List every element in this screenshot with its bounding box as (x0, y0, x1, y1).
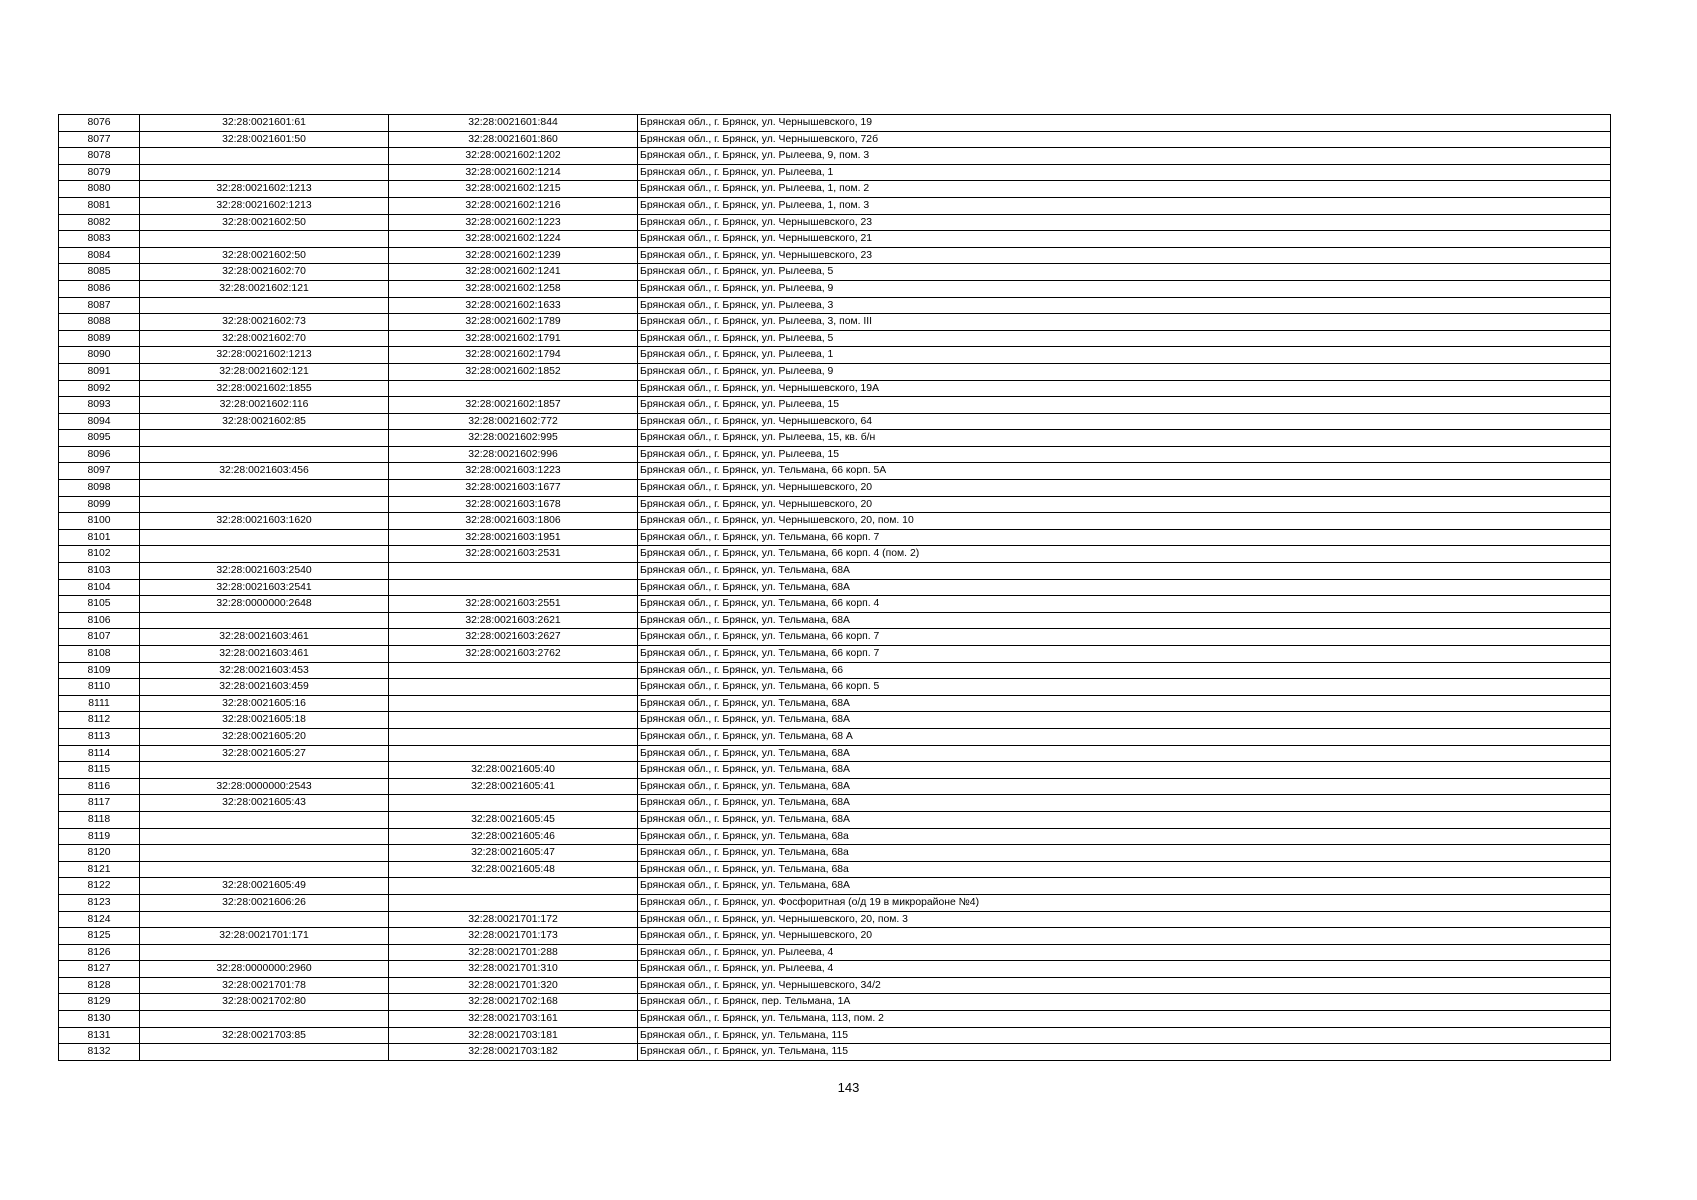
land-cadastral-number-cell: 32:28:0021602:85 (140, 413, 389, 430)
table-row (59, 247, 1611, 264)
object-cadastral-number-cell: 32:28:0021703:161 (389, 1011, 638, 1028)
land-cadastral-number-cell: 32:28:0021605:18 (140, 712, 389, 729)
address-cell: Брянская обл., г. Брянск, ул. Тельмана, 115 (638, 1044, 1611, 1061)
land-cadastral-number-cell: 32:28:0021602:1213 (140, 197, 389, 214)
row-number-cell: 8101 (59, 529, 140, 546)
object-cadastral-number-cell: 32:28:0021602:1258 (389, 280, 638, 297)
object-cadastral-number-cell: 32:28:0021603:1678 (389, 496, 638, 513)
object-cadastral-number-cell (389, 712, 638, 729)
land-cadastral-number-cell (140, 546, 389, 563)
land-cadastral-number-cell: 32:28:0021605:27 (140, 745, 389, 762)
table-row (59, 197, 1611, 214)
table-row (59, 861, 1611, 878)
row-number-cell: 8107 (59, 629, 140, 646)
row-number-cell: 8089 (59, 330, 140, 347)
row-number-cell: 8109 (59, 662, 140, 679)
object-cadastral-number-cell: 32:28:0021602:1857 (389, 397, 638, 414)
row-number-cell: 8126 (59, 944, 140, 961)
object-cadastral-number-cell: 32:28:0021602:996 (389, 446, 638, 463)
land-cadastral-number-cell: 32:28:0021603:461 (140, 646, 389, 663)
address-cell: Брянская обл., г. Брянск, ул. Тельмана, 68А (638, 762, 1611, 779)
address-cell: Брянская обл., г. Брянск, ул. Тельмана, 66 корп. 4 (пом. 2) (638, 546, 1611, 563)
object-cadastral-number-cell: 32:28:0021602:1852 (389, 363, 638, 380)
object-cadastral-number-cell: 32:28:0021701:173 (389, 928, 638, 945)
land-cadastral-number-cell: 32:28:0021603:2541 (140, 579, 389, 596)
address-cell: Брянская обл., г. Брянск, ул. Рылеева, 4 (638, 961, 1611, 978)
row-number-cell: 8087 (59, 297, 140, 314)
land-cadastral-number-cell (140, 1011, 389, 1028)
land-cadastral-number-cell: 32:28:0021602:116 (140, 397, 389, 414)
address-cell: Брянская обл., г. Брянск, ул. Чернышевского, 64 (638, 413, 1611, 430)
row-number-cell: 8112 (59, 712, 140, 729)
land-cadastral-number-cell (140, 845, 389, 862)
table-row (59, 264, 1611, 281)
row-number-cell: 8105 (59, 596, 140, 613)
address-cell: Брянская обл., г. Брянск, ул. Рылеева, 9, пом. 3 (638, 148, 1611, 165)
address-cell: Брянская обл., г. Брянск, ул. Рылеева, 9 (638, 280, 1611, 297)
row-number-cell: 8122 (59, 878, 140, 895)
address-cell: Брянская обл., г. Брянск, ул. Чернышевского, 72б (638, 131, 1611, 148)
address-cell: Брянская обл., г. Брянск, ул. Рылеева, 5 (638, 330, 1611, 347)
land-cadastral-number-cell: 32:28:0021602:1213 (140, 181, 389, 198)
table-row (59, 131, 1611, 148)
table-row (59, 745, 1611, 762)
row-number-cell: 8090 (59, 347, 140, 364)
address-cell: Брянская обл., г. Брянск, ул. Тельмана, 68 А (638, 728, 1611, 745)
object-cadastral-number-cell: 32:28:0021602:772 (389, 413, 638, 430)
object-cadastral-number-cell: 32:28:0021601:860 (389, 131, 638, 148)
row-number-cell: 8102 (59, 546, 140, 563)
row-number-cell: 8077 (59, 131, 140, 148)
land-cadastral-number-cell: 32:28:0021602:1855 (140, 380, 389, 397)
address-cell: Брянская обл., г. Брянск, ул. Рылеева, 1 (638, 164, 1611, 181)
land-cadastral-number-cell: 32:28:0021606:26 (140, 894, 389, 911)
address-cell: Брянская обл., г. Брянск, ул. Чернышевского, 20 (638, 928, 1611, 945)
land-cadastral-number-cell: 32:28:0000000:2543 (140, 778, 389, 795)
address-cell: Брянская обл., г. Брянск, ул. Чернышевского, 20 (638, 480, 1611, 497)
table-row (59, 811, 1611, 828)
object-cadastral-number-cell: 32:28:0021602:1223 (389, 214, 638, 231)
object-cadastral-number-cell: 32:28:0021603:2531 (389, 546, 638, 563)
land-cadastral-number-cell: 32:28:0000000:2648 (140, 596, 389, 613)
land-cadastral-number-cell (140, 430, 389, 447)
land-cadastral-number-cell (140, 480, 389, 497)
table-row (59, 894, 1611, 911)
address-cell: Брянская обл., г. Брянск, пер. Тельмана, 1А (638, 994, 1611, 1011)
table-row (59, 297, 1611, 314)
row-number-cell: 8097 (59, 463, 140, 480)
object-cadastral-number-cell: 32:28:0021603:1223 (389, 463, 638, 480)
row-number-cell: 8085 (59, 264, 140, 281)
registry-table-body (59, 115, 1611, 1061)
land-cadastral-number-cell: 32:28:0021602:70 (140, 330, 389, 347)
object-cadastral-number-cell: 32:28:0021602:1791 (389, 330, 638, 347)
land-cadastral-number-cell: 32:28:0021602:121 (140, 363, 389, 380)
land-cadastral-number-cell: 32:28:0021602:50 (140, 214, 389, 231)
row-number-cell: 8118 (59, 811, 140, 828)
land-cadastral-number-cell (140, 148, 389, 165)
object-cadastral-number-cell: 32:28:0021701:310 (389, 961, 638, 978)
row-number-cell: 8116 (59, 778, 140, 795)
object-cadastral-number-cell: 32:28:0021602:1216 (389, 197, 638, 214)
table-row (59, 314, 1611, 331)
object-cadastral-number-cell: 32:28:0021602:995 (389, 430, 638, 447)
table-row (59, 728, 1611, 745)
table-row (59, 496, 1611, 513)
land-cadastral-number-cell: 32:28:0021605:16 (140, 695, 389, 712)
row-number-cell: 8130 (59, 1011, 140, 1028)
row-number-cell: 8080 (59, 181, 140, 198)
land-cadastral-number-cell: 32:28:0021602:73 (140, 314, 389, 331)
row-number-cell: 8128 (59, 977, 140, 994)
table-row (59, 463, 1611, 480)
table-row (59, 397, 1611, 414)
object-cadastral-number-cell: 32:28:0021603:2762 (389, 646, 638, 663)
address-cell: Брянская обл., г. Брянск, ул. Рылеева, 1 (638, 347, 1611, 364)
table-row (59, 662, 1611, 679)
row-number-cell: 8114 (59, 745, 140, 762)
object-cadastral-number-cell (389, 795, 638, 812)
address-cell: Брянская обл., г. Брянск, ул. Тельмана, 115 (638, 1027, 1611, 1044)
address-cell: Брянская обл., г. Брянск, ул. Чернышевского, 34/2 (638, 977, 1611, 994)
table-row (59, 513, 1611, 530)
row-number-cell: 8117 (59, 795, 140, 812)
object-cadastral-number-cell: 32:28:0021605:45 (389, 811, 638, 828)
object-cadastral-number-cell: 32:28:0021605:47 (389, 845, 638, 862)
table-row (59, 712, 1611, 729)
object-cadastral-number-cell: 32:28:0021602:1239 (389, 247, 638, 264)
object-cadastral-number-cell: 32:28:0021603:1677 (389, 480, 638, 497)
land-cadastral-number-cell: 32:28:0021602:121 (140, 280, 389, 297)
object-cadastral-number-cell (389, 679, 638, 696)
land-cadastral-number-cell (140, 612, 389, 629)
table-row (59, 695, 1611, 712)
row-number-cell: 8120 (59, 845, 140, 862)
table-row (59, 612, 1611, 629)
address-cell: Брянская обл., г. Брянск, ул. Тельмана, 66 корп. 7 (638, 529, 1611, 546)
object-cadastral-number-cell (389, 894, 638, 911)
table-row (59, 579, 1611, 596)
row-number-cell: 8094 (59, 413, 140, 430)
row-number-cell: 8086 (59, 280, 140, 297)
table-row (59, 380, 1611, 397)
object-cadastral-number-cell (389, 728, 638, 745)
table-row (59, 646, 1611, 663)
table-row (59, 845, 1611, 862)
object-cadastral-number-cell: 32:28:0021602:1215 (389, 181, 638, 198)
table-row (59, 413, 1611, 430)
row-number-cell: 8092 (59, 380, 140, 397)
row-number-cell: 8110 (59, 679, 140, 696)
row-number-cell: 8084 (59, 247, 140, 264)
address-cell: Брянская обл., г. Брянск, ул. Тельмана, 68А (638, 878, 1611, 895)
row-number-cell: 8081 (59, 197, 140, 214)
address-cell: Брянская обл., г. Брянск, ул. Тельмана, 68А (638, 811, 1611, 828)
address-cell: Брянская обл., г. Брянск, ул. Тельмана, 66 (638, 662, 1611, 679)
table-row (59, 430, 1611, 447)
table-row (59, 446, 1611, 463)
row-number-cell: 8127 (59, 961, 140, 978)
row-number-cell: 8103 (59, 563, 140, 580)
address-cell: Брянская обл., г. Брянск, ул. Тельмана, 66 корп. 7 (638, 646, 1611, 663)
table-row (59, 164, 1611, 181)
address-cell: Брянская обл., г. Брянск, ул. Чернышевского, 19 (638, 115, 1611, 132)
land-cadastral-number-cell (140, 231, 389, 248)
object-cadastral-number-cell: 32:28:0021605:46 (389, 828, 638, 845)
address-cell: Брянская обл., г. Брянск, ул. Тельмана, 68А (638, 695, 1611, 712)
land-cadastral-number-cell: 32:28:0021701:171 (140, 928, 389, 945)
address-cell: Брянская обл., г. Брянск, ул. Чернышевского, 21 (638, 231, 1611, 248)
land-cadastral-number-cell (140, 164, 389, 181)
object-cadastral-number-cell: 32:28:0021605:48 (389, 861, 638, 878)
address-cell: Брянская обл., г. Брянск, ул. Чернышевского, 20, пом. 10 (638, 513, 1611, 530)
land-cadastral-number-cell: 32:28:0021601:50 (140, 131, 389, 148)
address-cell: Брянская обл., г. Брянск, ул. Тельмана, 68А (638, 795, 1611, 812)
table-row (59, 231, 1611, 248)
row-number-cell: 8076 (59, 115, 140, 132)
row-number-cell: 8078 (59, 148, 140, 165)
table-row (59, 1027, 1611, 1044)
table-row (59, 944, 1611, 961)
row-number-cell: 8113 (59, 728, 140, 745)
table-row (59, 115, 1611, 132)
table-row (59, 181, 1611, 198)
land-cadastral-number-cell (140, 496, 389, 513)
land-cadastral-number-cell: 32:28:0021605:43 (140, 795, 389, 812)
land-cadastral-number-cell: 32:28:0021603:459 (140, 679, 389, 696)
row-number-cell: 8115 (59, 762, 140, 779)
row-number-cell: 8119 (59, 828, 140, 845)
land-cadastral-number-cell: 32:28:0021605:20 (140, 728, 389, 745)
land-cadastral-number-cell (140, 911, 389, 928)
address-cell: Брянская обл., г. Брянск, ул. Чернышевского, 20, пом. 3 (638, 911, 1611, 928)
land-cadastral-number-cell (140, 944, 389, 961)
table-row (59, 330, 1611, 347)
land-cadastral-number-cell: 32:28:0021703:85 (140, 1027, 389, 1044)
object-cadastral-number-cell (389, 695, 638, 712)
row-number-cell: 8099 (59, 496, 140, 513)
address-cell: Брянская обл., г. Брянск, ул. Тельмана, 113, пом. 2 (638, 1011, 1611, 1028)
table-row (59, 679, 1611, 696)
object-cadastral-number-cell: 32:28:0021703:182 (389, 1044, 638, 1061)
table-row (59, 363, 1611, 380)
row-number-cell: 8095 (59, 430, 140, 447)
table-row (59, 1011, 1611, 1028)
table-row (59, 928, 1611, 945)
object-cadastral-number-cell: 32:28:0021703:181 (389, 1027, 638, 1044)
address-cell: Брянская обл., г. Брянск, ул. Рылеева, 3 (638, 297, 1611, 314)
table-row (59, 762, 1611, 779)
row-number-cell: 8132 (59, 1044, 140, 1061)
address-cell: Брянская обл., г. Брянск, ул. Тельмана, 66 корп. 5 (638, 679, 1611, 696)
address-cell: Брянская обл., г. Брянск, ул. Рылеева, 4 (638, 944, 1611, 961)
address-cell: Брянская обл., г. Брянск, ул. Рылеева, 1, пом. 2 (638, 181, 1611, 198)
object-cadastral-number-cell: 32:28:0021603:1806 (389, 513, 638, 530)
land-cadastral-number-cell (140, 811, 389, 828)
land-cadastral-number-cell: 32:28:0021702:80 (140, 994, 389, 1011)
land-cadastral-number-cell: 32:28:0021603:453 (140, 662, 389, 679)
object-cadastral-number-cell (389, 878, 638, 895)
row-number-cell: 8104 (59, 579, 140, 596)
table-row (59, 629, 1611, 646)
land-cadastral-number-cell (140, 762, 389, 779)
address-cell: Брянская обл., г. Брянск, ул. Тельмана, 68А (638, 745, 1611, 762)
object-cadastral-number-cell: 32:28:0021602:1224 (389, 231, 638, 248)
table-row (59, 347, 1611, 364)
address-cell: Брянская обл., г. Брянск, ул. Рылеева, 5 (638, 264, 1611, 281)
land-cadastral-number-cell: 32:28:0021601:61 (140, 115, 389, 132)
address-cell: Брянская обл., г. Брянск, ул. Тельмана, 68А (638, 612, 1611, 629)
row-number-cell: 8079 (59, 164, 140, 181)
object-cadastral-number-cell: 32:28:0021701:320 (389, 977, 638, 994)
object-cadastral-number-cell: 32:28:0021702:168 (389, 994, 638, 1011)
object-cadastral-number-cell: 32:28:0021602:1241 (389, 264, 638, 281)
object-cadastral-number-cell: 32:28:0021701:172 (389, 911, 638, 928)
row-number-cell: 8093 (59, 397, 140, 414)
object-cadastral-number-cell (389, 745, 638, 762)
row-number-cell: 8108 (59, 646, 140, 663)
object-cadastral-number-cell: 32:28:0021601:844 (389, 115, 638, 132)
land-cadastral-number-cell: 32:28:0000000:2960 (140, 961, 389, 978)
row-number-cell: 8096 (59, 446, 140, 463)
row-number-cell: 8125 (59, 928, 140, 945)
land-cadastral-number-cell (140, 446, 389, 463)
land-cadastral-number-cell (140, 529, 389, 546)
row-number-cell: 8131 (59, 1027, 140, 1044)
object-cadastral-number-cell (389, 380, 638, 397)
table-row (59, 795, 1611, 812)
object-cadastral-number-cell: 32:28:0021701:288 (389, 944, 638, 961)
table-row (59, 280, 1611, 297)
table-row (59, 148, 1611, 165)
land-cadastral-number-cell (140, 861, 389, 878)
table-row (59, 214, 1611, 231)
address-cell: Брянская обл., г. Брянск, ул. Чернышевского, 23 (638, 214, 1611, 231)
land-cadastral-number-cell (140, 828, 389, 845)
land-cadastral-number-cell: 32:28:0021701:78 (140, 977, 389, 994)
row-number-cell: 8088 (59, 314, 140, 331)
row-number-cell: 8121 (59, 861, 140, 878)
land-cadastral-number-cell (140, 1044, 389, 1061)
row-number-cell: 8091 (59, 363, 140, 380)
object-cadastral-number-cell: 32:28:0021602:1214 (389, 164, 638, 181)
land-cadastral-number-cell: 32:28:0021603:2540 (140, 563, 389, 580)
address-cell: Брянская обл., г. Брянск, ул. Рылеева, 3, пом. III (638, 314, 1611, 331)
table-row (59, 828, 1611, 845)
table-row (59, 480, 1611, 497)
object-cadastral-number-cell (389, 662, 638, 679)
address-cell: Брянская обл., г. Брянск, ул. Чернышевского, 19А (638, 380, 1611, 397)
land-cadastral-number-cell: 32:28:0021602:50 (140, 247, 389, 264)
row-number-cell: 8123 (59, 894, 140, 911)
table-row (59, 961, 1611, 978)
land-cadastral-number-cell: 32:28:0021605:49 (140, 878, 389, 895)
land-cadastral-number-cell: 32:28:0021602:1213 (140, 347, 389, 364)
table-row (59, 546, 1611, 563)
address-cell: Брянская обл., г. Брянск, ул. Рылеева, 9 (638, 363, 1611, 380)
object-cadastral-number-cell (389, 579, 638, 596)
address-cell: Брянская обл., г. Брянск, ул. Рылеева, 1, пом. 3 (638, 197, 1611, 214)
address-cell: Брянская обл., г. Брянск, ул. Рылеева, 15 (638, 397, 1611, 414)
object-cadastral-number-cell: 32:28:0021605:40 (389, 762, 638, 779)
address-cell: Брянская обл., г. Брянск, ул. Фосфоритная (о/д 19 в микрорайоне №4) (638, 894, 1611, 911)
row-number-cell: 8111 (59, 695, 140, 712)
address-cell: Брянская обл., г. Брянск, ул. Тельмана, 68а (638, 861, 1611, 878)
object-cadastral-number-cell: 32:28:0021605:41 (389, 778, 638, 795)
address-cell: Брянская обл., г. Брянск, ул. Тельмана, 68А (638, 712, 1611, 729)
land-cadastral-number-cell: 32:28:0021603:461 (140, 629, 389, 646)
address-cell: Брянская обл., г. Брянск, ул. Чернышевского, 20 (638, 496, 1611, 513)
table-row (59, 563, 1611, 580)
row-number-cell: 8083 (59, 231, 140, 248)
table-row (59, 911, 1611, 928)
table-row (59, 778, 1611, 795)
address-cell: Брянская обл., г. Брянск, ул. Тельмана, 68а (638, 845, 1611, 862)
object-cadastral-number-cell: 32:28:0021603:2551 (389, 596, 638, 613)
row-number-cell: 8124 (59, 911, 140, 928)
table-row (59, 977, 1611, 994)
land-cadastral-number-cell: 32:28:0021603:1620 (140, 513, 389, 530)
address-cell: Брянская обл., г. Брянск, ул. Тельмана, 68А (638, 563, 1611, 580)
table-row (59, 878, 1611, 895)
row-number-cell: 8082 (59, 214, 140, 231)
land-cadastral-number-cell (140, 297, 389, 314)
object-cadastral-number-cell: 32:28:0021602:1633 (389, 297, 638, 314)
object-cadastral-number-cell (389, 563, 638, 580)
land-cadastral-number-cell: 32:28:0021603:456 (140, 463, 389, 480)
object-cadastral-number-cell: 32:28:0021603:1951 (389, 529, 638, 546)
address-cell: Брянская обл., г. Брянск, ул. Рылеева, 15 (638, 446, 1611, 463)
page-number: 143 (837, 1080, 860, 1095)
address-cell: Брянская обл., г. Брянск, ул. Тельмана, 66 корп. 4 (638, 596, 1611, 613)
row-number-cell: 8106 (59, 612, 140, 629)
land-cadastral-number-cell: 32:28:0021602:70 (140, 264, 389, 281)
row-number-cell: 8129 (59, 994, 140, 1011)
address-cell: Брянская обл., г. Брянск, ул. Тельмана, 66 корп. 5А (638, 463, 1611, 480)
table-row (59, 529, 1611, 546)
object-cadastral-number-cell: 32:28:0021603:2627 (389, 629, 638, 646)
address-cell: Брянская обл., г. Брянск, ул. Рылеева, 15, кв. б/н (638, 430, 1611, 447)
address-cell: Брянская обл., г. Брянск, ул. Тельмана, 68а (638, 828, 1611, 845)
address-cell: Брянская обл., г. Брянск, ул. Тельмана, 66 корп. 7 (638, 629, 1611, 646)
address-cell: Брянская обл., г. Брянск, ул. Чернышевского, 23 (638, 247, 1611, 264)
row-number-cell: 8100 (59, 513, 140, 530)
table-row (59, 596, 1611, 613)
row-number-cell: 8098 (59, 480, 140, 497)
object-cadastral-number-cell: 32:28:0021602:1789 (389, 314, 638, 331)
table-row (59, 1044, 1611, 1061)
property-registry-table (58, 114, 1611, 1061)
object-cadastral-number-cell: 32:28:0021602:1202 (389, 148, 638, 165)
table-row (59, 994, 1611, 1011)
address-cell: Брянская обл., г. Брянск, ул. Тельмана, 68А (638, 579, 1611, 596)
object-cadastral-number-cell: 32:28:0021602:1794 (389, 347, 638, 364)
object-cadastral-number-cell: 32:28:0021603:2621 (389, 612, 638, 629)
address-cell: Брянская обл., г. Брянск, ул. Тельмана, 68А (638, 778, 1611, 795)
